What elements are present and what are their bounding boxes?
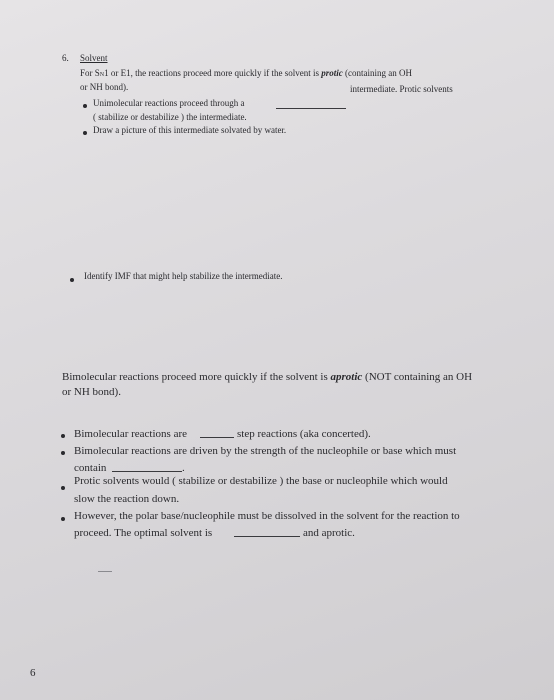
section-title: Solvent: [80, 53, 108, 63]
bimolecular-bullet-4-line-2: proceed. The optimal solvent is: [74, 527, 213, 539]
draw-picture-bullet: Draw a picture of this intermediate solvated by water.: [93, 125, 287, 135]
bullet-dot: [70, 278, 74, 282]
bullet-dot: [61, 451, 65, 455]
intro-line-1: For SN1 or E1, the reactions proceed more quickly if the solvent is protic (containing an OH: [80, 68, 413, 78]
identify-imf-bullet: Identify IMF that might help stabilize the intermediate.: [84, 271, 283, 281]
bullet-dot: [61, 486, 65, 490]
answer-blank[interactable]: [112, 462, 182, 472]
bullet-dot: [83, 131, 87, 135]
bimolecular-bullet-1: Bimolecular reactions are: [74, 428, 188, 440]
bullet-dot: [61, 517, 65, 521]
page-number: 6: [30, 667, 36, 679]
unimolecular-bullet-continued: intermediate. Protic solvents: [350, 84, 453, 94]
unimolecular-bullet: Unimolecular reactions proceed through a: [93, 98, 245, 108]
bullet-dot: [83, 104, 87, 108]
period: .: [182, 462, 185, 474]
answer-blank[interactable]: [200, 428, 234, 438]
bimolecular-bullet-2-line-2: contain: [74, 462, 107, 474]
bimolecular-bullet-3-line-2: slow the reaction down.: [74, 493, 180, 505]
bimolecular-line-1: Bimolecular reactions proceed more quickly if the solvent is aprotic (NOT containing an OH: [62, 371, 473, 383]
pen-mark: [98, 571, 112, 572]
bimolecular-bullet-2: Bimolecular reactions are driven by the strength of the nucleophile or base which must: [74, 445, 457, 457]
answer-blank[interactable]: [276, 99, 346, 109]
bimolecular-bullet-4-end: and aprotic.: [303, 527, 355, 539]
bimolecular-bullet-3: Protic solvents would ( stabilize or destabilize ) the base or nucleophile which would: [74, 475, 448, 487]
bullet-dot: [61, 434, 65, 438]
section-number: 6.: [62, 53, 69, 63]
bimolecular-bullet-1-end: step reactions (aka concerted).: [237, 428, 371, 440]
unimolecular-bullet-line-2: ( stabilize or destabilize ) the intermediate.: [93, 112, 247, 122]
bimolecular-bullet-4: However, the polar base/nucleophile must be dissolved in the solvent for the reaction to: [74, 510, 460, 522]
intro-line-2: or NH bond).: [80, 82, 129, 92]
bimolecular-line-2: or NH bond).: [62, 386, 121, 398]
answer-blank[interactable]: [234, 527, 300, 537]
